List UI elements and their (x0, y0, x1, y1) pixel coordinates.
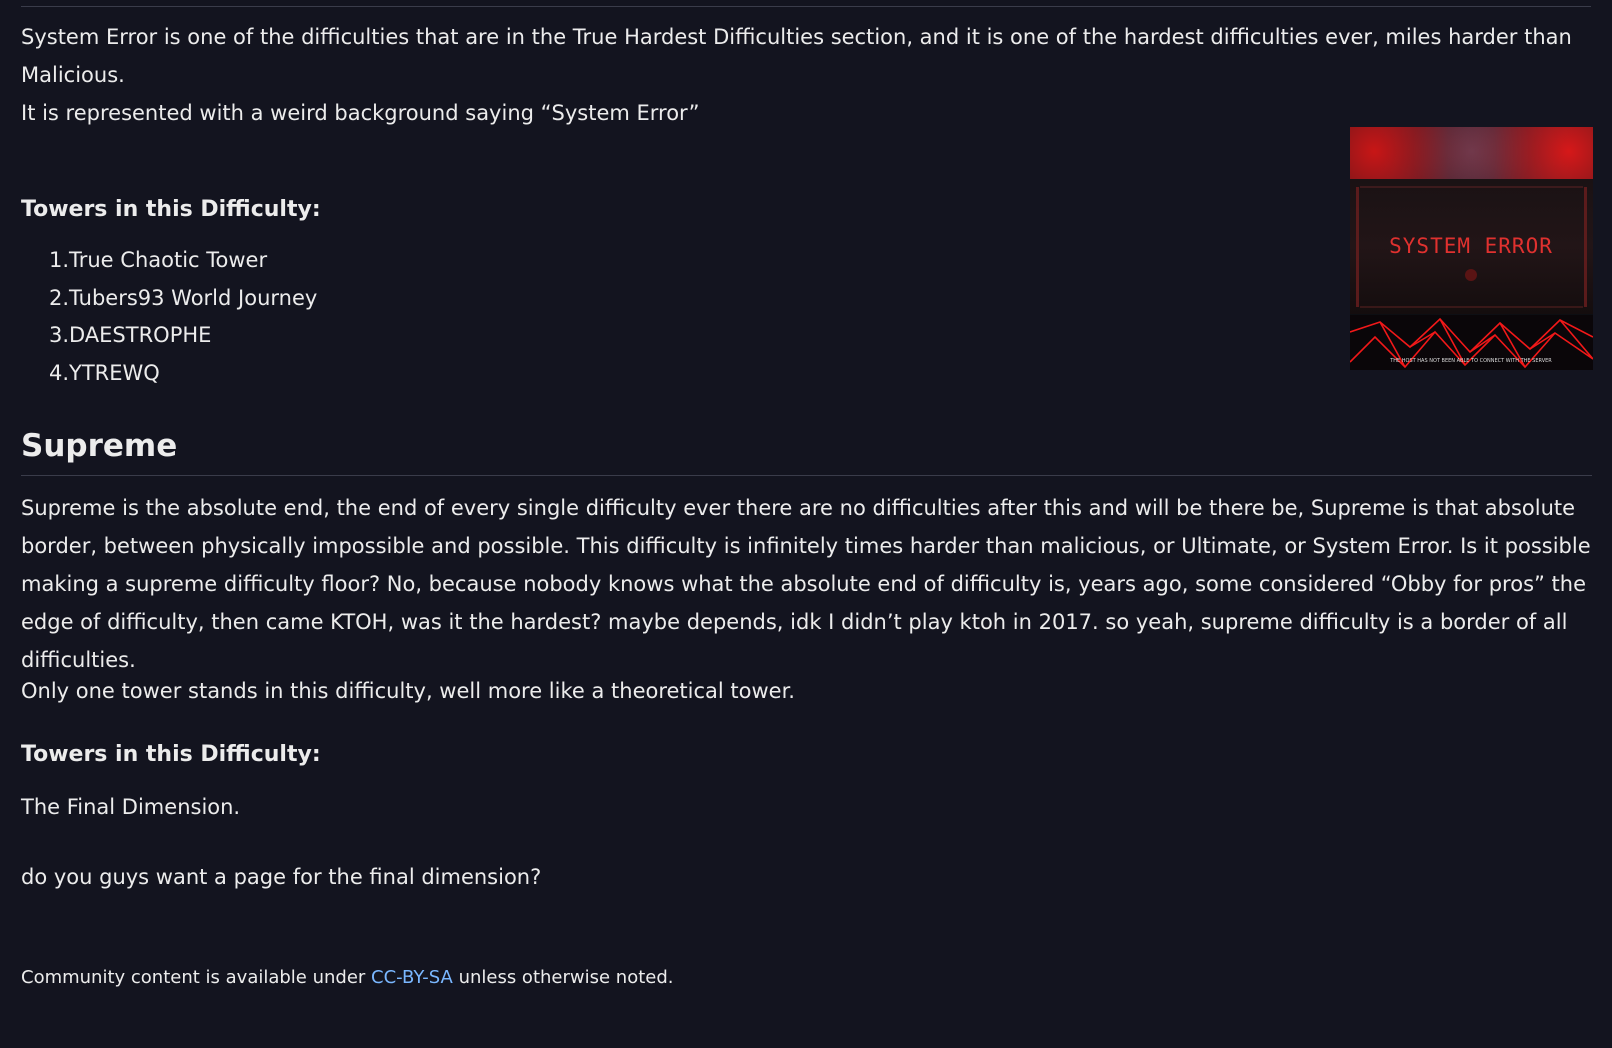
towers-list-system-error (21, 242, 317, 392)
section-heading-supreme: Supreme (21, 428, 178, 464)
tower-list-item (21, 242, 317, 280)
tower-list-item (21, 317, 317, 355)
section-divider-supreme (21, 475, 1592, 476)
system-error-intro-line-2: It is represented with a weird background saying “System Error” (21, 101, 700, 125)
system-error-image[interactable] (1350, 127, 1593, 370)
supreme-description: Supreme is the absolute end, the end of every single difficulty ever there are no difficulties after this and will be there be, Supreme is that absolute border, between physically impossible and possible. This difficulty is infinitely times harder than malicious, or Ultimate, or System Error. Is it possible making a supreme difficulty floor? No, because nobody knows what the absolute end of difficulty is, years ago, some considered “Obby for pros” the edge of difficulty, then came KTOH, was it the hardest? maybe depends, idk I didn’t play ktoh in 2017. so yeah, supreme difficulty is a border of all difficulties. (21, 496, 1591, 672)
supreme-tower-name: The Final Dimension. (21, 795, 241, 819)
license-footer (21, 964, 673, 992)
page-request-question: do you guys want a page for the final dimension? (21, 865, 542, 889)
system-error-intro-line-1: System Error is one of the difficulties that are in the True Hardest Difficulties section, and it is one of the hardest difficulties ever, miles harder than Malicious. (21, 25, 1572, 87)
tower-list-number: 1. (48, 248, 69, 272)
tower-list-name: YTREWQ (69, 360, 160, 385)
system-error-image-label: SYSTEM ERROR (1389, 234, 1553, 258)
tower-list-item (21, 355, 317, 393)
tower-list-name: DAESTROPHE (69, 323, 212, 347)
tower-list-item (21, 280, 317, 318)
tower-list-name: Tubers93 World Journey (69, 285, 318, 310)
tower-list-number: 3. (48, 323, 69, 347)
system-error-image-graphic (1350, 127, 1593, 370)
license-suffix: unless otherwise noted. (452, 967, 674, 988)
supreme-tower-note: Only one tower stands in this difficulty, well more like a theoretical tower. (21, 679, 795, 703)
tower-list-name: True Chaotic Tower (69, 248, 268, 272)
system-error-intro (21, 18, 1591, 132)
license-link[interactable]: CC-BY-SA (371, 967, 453, 988)
tower-list-number: 4. (48, 360, 69, 385)
towers-heading-supreme: Towers in this Difficulty: (21, 742, 321, 767)
tower-list-number: 2. (48, 285, 69, 310)
license-prefix: Community content is available under (21, 967, 372, 988)
section-divider-top (21, 6, 1591, 7)
system-error-image-caption: THE HOST HAS NOT BEEN ABLE TO CONNECT WITH THE SERVER (1390, 358, 1552, 364)
towers-heading-system-error: Towers in this Difficulty: (21, 197, 321, 222)
